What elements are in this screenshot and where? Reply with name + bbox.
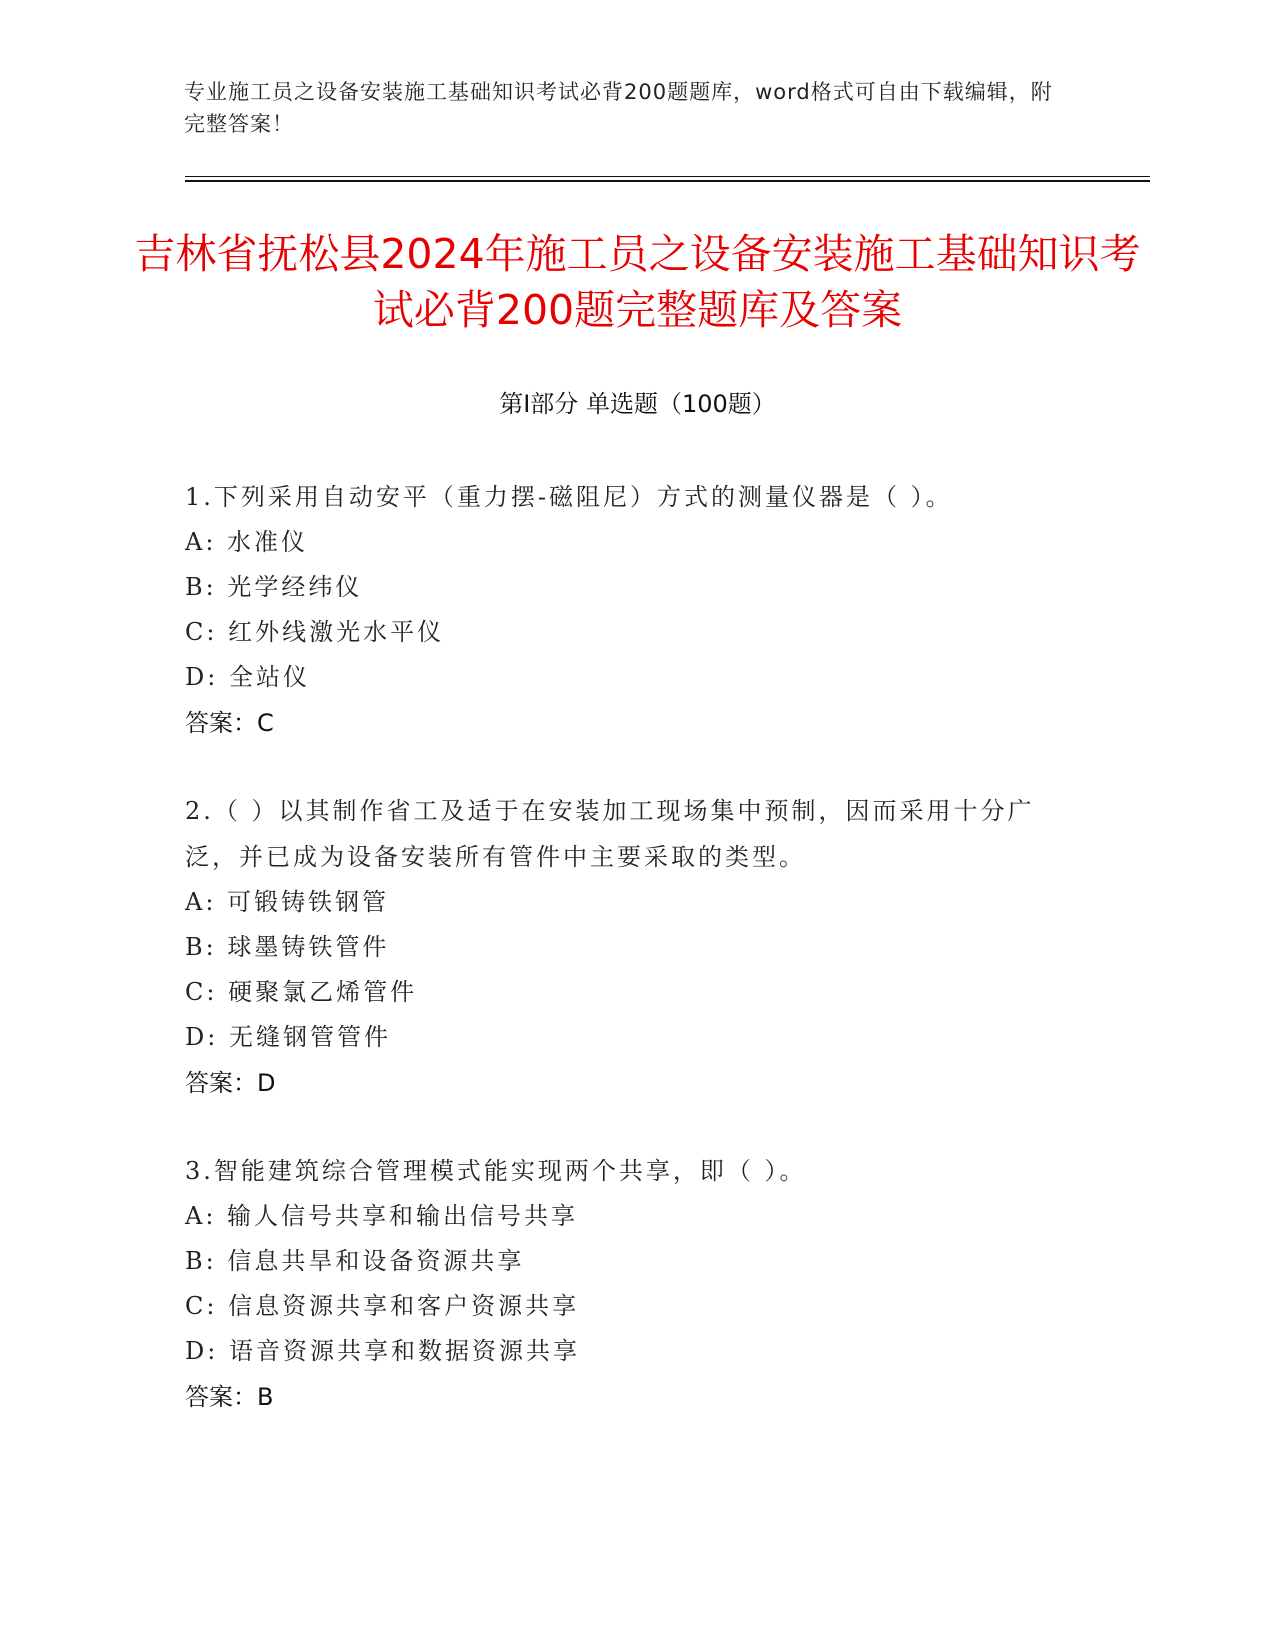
question-list [185, 474, 1085, 1420]
section-heading: 第Ⅰ部分 单选题（100题） [499, 390, 776, 418]
option-b: B: 信息共旱和设备资源共享 [185, 1247, 525, 1275]
question-stem: 3.智能建筑综合管理模式能实现两个共享，即（ ）。 [185, 1157, 807, 1185]
page-title: 吉林省抚松县2024年施工员之设备安装施工基础知识考试必背200题完整题库及答案 [134, 230, 1141, 334]
option-a: A: 可锻铸铁钢管 [185, 888, 390, 916]
question-3 [185, 1148, 1085, 1420]
option-d: D: 全站仪 [185, 663, 310, 691]
option-c: C: 信息资源共享和客户资源共享 [185, 1292, 580, 1320]
question-stem: 2.（ ）以其制作省工及适于在安装加工现场集中预制，因而采用十分广泛，并已成为设备安装所有管件中主要采取的类型。 [185, 797, 1035, 871]
question-spacer [185, 746, 1085, 788]
header-note: 专业施工员之设备安装施工基础知识考试必背200题题库，word格式可自由下载编辑，附完整答案！ [184, 80, 1053, 136]
option-b: B: 光学经纬仪 [185, 573, 363, 601]
question-stem: 1.下列采用自动安平（重力摆-磁阻尼）方式的测量仪器是（ ）。 [185, 483, 953, 511]
answer-line: 答案：D [185, 1069, 276, 1097]
question-2 [185, 788, 1085, 1106]
header-divider-thin [185, 176, 1150, 177]
option-c: C: 红外线激光水平仪 [185, 618, 445, 646]
answer-line: 答案：C [185, 709, 274, 737]
question-spacer [185, 1106, 1085, 1148]
option-b: B: 球墨铸铁管件 [185, 933, 390, 961]
option-a: A: 输人信号共享和输出信号共享 [185, 1202, 579, 1230]
option-d: D: 无缝钢管管件 [185, 1023, 391, 1051]
option-a: A: 水准仪 [185, 528, 309, 556]
question-1 [185, 474, 1085, 746]
answer-line: 答案：B [185, 1383, 274, 1411]
option-c: C: 硬聚氯乙烯管件 [185, 978, 418, 1006]
header-divider-thick [185, 180, 1150, 182]
option-d: D: 语音资源共享和数据资源共享 [185, 1337, 580, 1365]
